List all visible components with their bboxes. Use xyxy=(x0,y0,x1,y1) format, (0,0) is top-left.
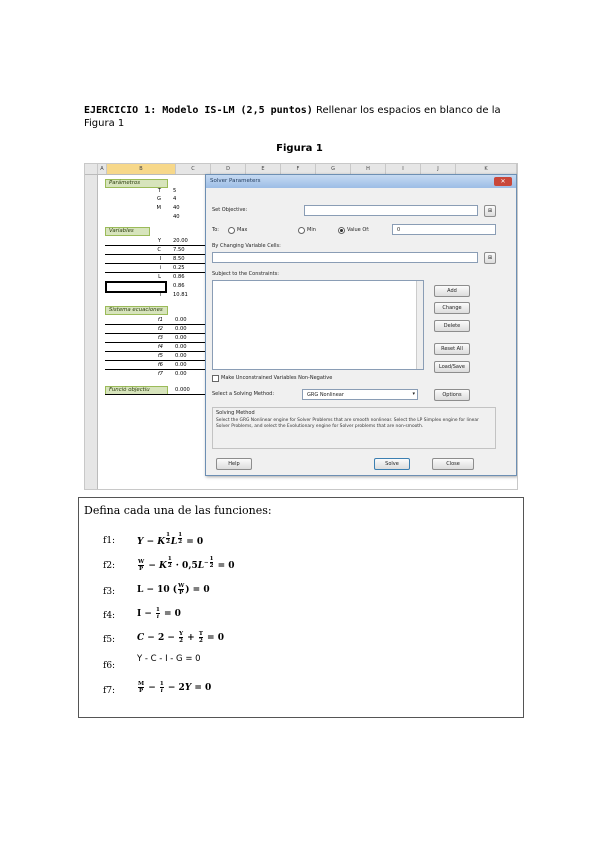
min-radio[interactable] xyxy=(298,227,305,234)
var-name: l xyxy=(159,292,161,298)
f6-equation: Y - C - I - G = 0 xyxy=(137,654,201,664)
eq-name: f6 xyxy=(157,362,163,368)
row-header-bar xyxy=(85,175,98,489)
var-name: L xyxy=(158,274,161,280)
col-header-g: G xyxy=(316,164,351,174)
changing-cells-label: By Changing Variable Cells: xyxy=(212,243,281,249)
f2-equation: $\frac{W}{P}$ − K $^{\frac{1}{2}}$ · $0,5L^{- \frac{1}{2}}$ = 0 xyxy=(138,556,235,572)
eq-name: f4 xyxy=(157,344,163,350)
objective-range-icon[interactable]: ⊞ xyxy=(484,205,496,217)
eq-name: f3 xyxy=(157,335,163,341)
exercise-heading xyxy=(84,104,514,130)
f7-equation: $\frac{M}{P}$ − $\frac{1}{i}$ − 2Y = 0 xyxy=(138,681,212,694)
objetivo-label: Funció objectiu xyxy=(105,386,168,395)
eq-value: 0.00 xyxy=(175,335,187,341)
param-value: 5 xyxy=(173,188,177,194)
var-value: 0.25 xyxy=(173,265,185,271)
close-icon[interactable]: ✕ xyxy=(494,177,512,186)
param-value: 40 xyxy=(173,214,180,220)
method-value: GRG Nonlinear xyxy=(307,392,344,398)
eq-value: 0.00 xyxy=(175,326,187,332)
param-value: 40 xyxy=(173,205,180,211)
eq-value: 0.00 xyxy=(175,362,187,368)
param-value: 4 xyxy=(173,196,177,202)
max-label: Max xyxy=(237,227,248,233)
solving-method-group xyxy=(212,407,496,449)
var-value: 8.50 xyxy=(173,256,185,262)
f1-equation: Y − K $^{\frac{1}{2}}$ L $^{\frac{1}{2}}$ = 0 xyxy=(137,532,204,547)
var-name: I xyxy=(159,256,161,262)
min-label: Min xyxy=(307,227,316,233)
close-button[interactable]: Close xyxy=(432,458,474,470)
changing-cells-input[interactable] xyxy=(212,252,478,263)
solving-method-title: Solving Method xyxy=(216,410,255,416)
row-divider xyxy=(105,245,205,246)
functions-title: Defina cada una de las funciones: xyxy=(84,504,272,517)
f3-equation: L − 10 ( $\frac{W}{P}$ ) = 0 xyxy=(137,583,210,596)
col-header-a: A xyxy=(98,164,107,174)
f3-label: f3: xyxy=(103,587,116,597)
value-of-label: Value Of: xyxy=(347,227,370,233)
objetivo-value: 0.000 xyxy=(175,387,190,393)
col-header-b: B xyxy=(107,164,176,174)
solve-button[interactable]: Solve xyxy=(374,458,410,470)
solving-method-text: Select the GRG Nonlinear engine for Solver Problems that are smooth nonlinear. Select the LP Simplex engine for linear Solver Problems, and select the Evolutionary engine for Solver problems that are non-smooth. xyxy=(216,418,479,429)
col-header-k: K xyxy=(456,164,517,174)
solver-dialog xyxy=(205,174,517,476)
unconstrained-label: Make Unconstrained Variables Non-Negative xyxy=(221,375,333,381)
scrollbar[interactable] xyxy=(416,281,423,369)
value-of-input[interactable] xyxy=(392,224,496,235)
parametros-label: Parámetros xyxy=(105,179,168,188)
row-divider xyxy=(105,351,205,352)
f7-label: f7: xyxy=(103,686,116,696)
eq-name: f2 xyxy=(157,326,163,332)
solver-title: Solver Parameters xyxy=(206,175,516,188)
param-name: G xyxy=(156,196,161,202)
f4-equation: I − $\frac{1}{i}$ = 0 xyxy=(137,607,181,620)
value-of-radio[interactable] xyxy=(338,227,345,234)
row-divider xyxy=(105,324,205,325)
constraints-label: Subject to the Constraints: xyxy=(212,271,279,277)
reset-all-button[interactable]: Reset All xyxy=(434,343,470,355)
row-divider xyxy=(105,369,205,370)
eq-value: 0.00 xyxy=(175,344,187,350)
row-divider xyxy=(105,394,205,395)
row-divider xyxy=(105,342,205,343)
objective-input[interactable] xyxy=(304,205,478,216)
help-button[interactable]: Help xyxy=(216,458,252,470)
col-header-j: J xyxy=(421,164,456,174)
row-divider xyxy=(105,360,205,361)
f4-label: f4: xyxy=(103,611,116,621)
method-label: Select a Solving Method: xyxy=(212,391,275,397)
var-value: 0.86 xyxy=(173,274,185,280)
exercise-instruction: Rellenar los espacios en blanco de la Figura 1 xyxy=(84,105,501,129)
var-value: 20.00 xyxy=(173,238,188,244)
col-header-e: E xyxy=(246,164,281,174)
eq-name: f1 xyxy=(157,317,163,323)
col-header-d: D xyxy=(211,164,246,174)
row-divider xyxy=(105,263,205,264)
add-button[interactable]: Add xyxy=(434,285,470,297)
col-header-c: C xyxy=(176,164,211,174)
row-divider xyxy=(105,254,205,255)
var-name: Y xyxy=(157,238,161,244)
exercise-title: EJERCICIO 1: Modelo IS-LM (2,5 puntos) xyxy=(84,105,313,116)
col-header-i: I xyxy=(386,164,421,174)
f2-label: f2: xyxy=(103,561,116,571)
f5-label: f5: xyxy=(103,635,116,645)
load-save-button[interactable]: Load/Save xyxy=(434,361,470,373)
param-name: T xyxy=(157,188,161,194)
figure-screenshot xyxy=(84,163,518,490)
change-button[interactable]: Change xyxy=(434,302,470,314)
chevron-down-icon: ▾ xyxy=(412,391,415,397)
row-divider xyxy=(105,272,205,273)
var-name: i xyxy=(159,265,161,271)
sistema-label: Sistema ecuaciones xyxy=(105,306,168,315)
unconstrained-checkbox[interactable] xyxy=(212,375,219,382)
method-select[interactable] xyxy=(302,389,418,400)
eq-value: 0.00 xyxy=(175,353,187,359)
constraints-list[interactable] xyxy=(212,280,424,370)
eq-name: f7 xyxy=(157,371,163,377)
eq-value: 0.00 xyxy=(175,371,187,377)
eq-value: 0.00 xyxy=(175,317,187,323)
variables-label: Variables xyxy=(105,227,150,236)
var-name: C xyxy=(157,247,161,253)
f1-label: f1: xyxy=(103,536,116,546)
value-of-value: 0 xyxy=(397,227,401,233)
f6-label: f6: xyxy=(103,661,116,671)
figure-caption: Figura 1 xyxy=(276,143,323,154)
functions-box xyxy=(78,497,524,718)
options-button[interactable]: Options xyxy=(434,389,470,401)
delete-button[interactable]: Delete xyxy=(434,320,470,332)
var-value: 10.81 xyxy=(173,292,188,298)
max-radio[interactable] xyxy=(228,227,235,234)
corner-cell xyxy=(85,164,98,174)
var-value: 7.50 xyxy=(173,247,185,253)
set-objective-label: Set Objective: xyxy=(212,207,248,213)
col-header-h: H xyxy=(351,164,386,174)
f5-equation: C − 2 − $\frac{Y}{2}$ + $\frac{T}{2}$ = 0 xyxy=(137,631,224,644)
var-value: 0.86 xyxy=(173,283,185,289)
changing-range-icon[interactable]: ⊞ xyxy=(484,252,496,264)
row-divider xyxy=(105,333,205,334)
col-header-f: F xyxy=(281,164,316,174)
to-label: To: xyxy=(212,227,219,233)
param-name: M xyxy=(156,205,161,211)
eq-name: f5 xyxy=(157,353,163,359)
